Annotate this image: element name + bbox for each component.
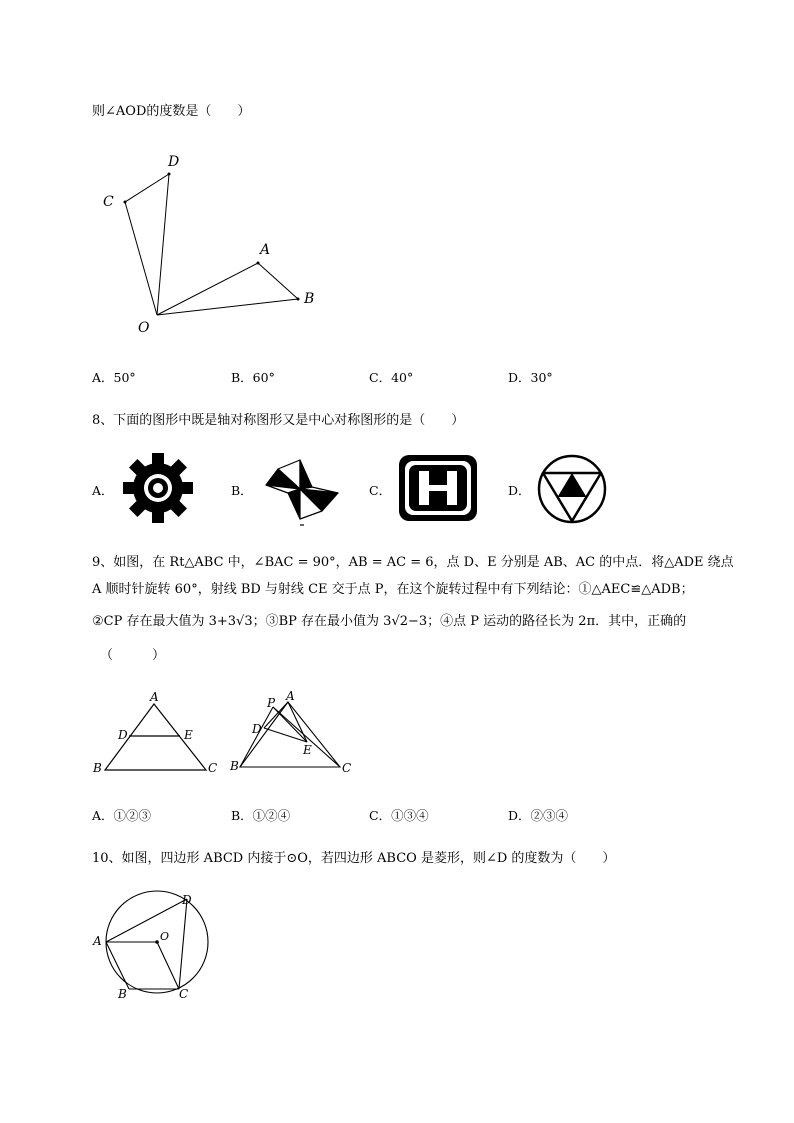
q10-stem: 10、如图，四边形 ABCD 内接于⊙O，若四边形 ABCO 是菱形，则∠D 的度数为（ ） [92,851,616,866]
fig2-label-A: A [286,689,295,703]
fig1-label-B: B [93,761,102,775]
q9-option-b[interactable]: B．①②④ [231,808,291,823]
q10-label-B: B [118,987,127,1001]
q7-stem: 则∠AOD的度数是（ ） [92,104,251,119]
q8-option-d[interactable]: D． [508,483,531,498]
q8-option-c[interactable]: C． [369,483,392,498]
q9-line3: ②CP 存在最大值为 3+3√3；③BP 存在最小值为 3√2−3；④点 P 运动的路径长为 2π．其中，正确的 [92,614,687,629]
fig2-label-C: C [342,761,352,775]
q9-option-c[interactable]: C．①③④ [369,808,429,823]
q9-option-d[interactable]: D．②③④ [508,808,569,823]
q8-option-b[interactable]: B． [231,483,253,498]
fig1-label-C: C [208,761,218,775]
q7-option-d[interactable]: D．30° [508,370,553,385]
q10-label-O: O [160,930,170,943]
q9-line2: A 顺时针旋转 60°，射线 BD 与射线 CE 交于点 P，在这个旋转过程中有下列结论：①△AEC≌△ADB； [92,582,694,597]
label-A: A [260,242,271,258]
fig2-label-P: P [267,696,276,710]
triangle-in-circle-icon [536,453,608,525]
fig1-label-E: E [184,728,193,742]
q8-stem: 8、下面的图形中既是轴对称图形又是中心对称图形的是（ ） [92,413,465,428]
label-C: C [103,194,114,210]
q7-figure [90,145,330,340]
q10-label-A: A [93,934,102,948]
label-B: B [304,291,315,307]
q9-line1: 9、如图，在 Rt△ABC 中，∠BAC = 90°，AB = AC = 6，点 D、E 分别是 AB、AC 的中点．将△ADE 绕点 [92,555,734,570]
q9-figure-2 [228,688,358,778]
q10-label-C: C [179,987,189,1001]
q7-option-c[interactable]: C．40° [369,370,414,385]
gear-icon [122,452,194,524]
q8-option-a[interactable]: A． [92,483,114,498]
fig2-label-E: E [303,743,312,757]
q9-option-a[interactable]: A．①②③ [92,808,152,823]
fig1-label-A: A [150,690,159,704]
fig1-label-D: D [118,728,128,742]
pinwheel-icon [260,455,344,529]
q7-option-b[interactable]: B．60° [231,370,275,385]
q7-option-a[interactable]: A．50° [92,370,136,385]
q10-figure [90,888,220,1003]
q9-figure-1 [90,688,225,778]
q9-line4: （ ） [100,648,166,663]
fig2-label-B: B [230,759,239,773]
honda-logo-icon [398,454,478,522]
label-D: D [168,154,180,170]
fig2-label-D: D [252,722,262,736]
q10-label-D: D [182,893,192,907]
label-O: O [138,320,150,336]
